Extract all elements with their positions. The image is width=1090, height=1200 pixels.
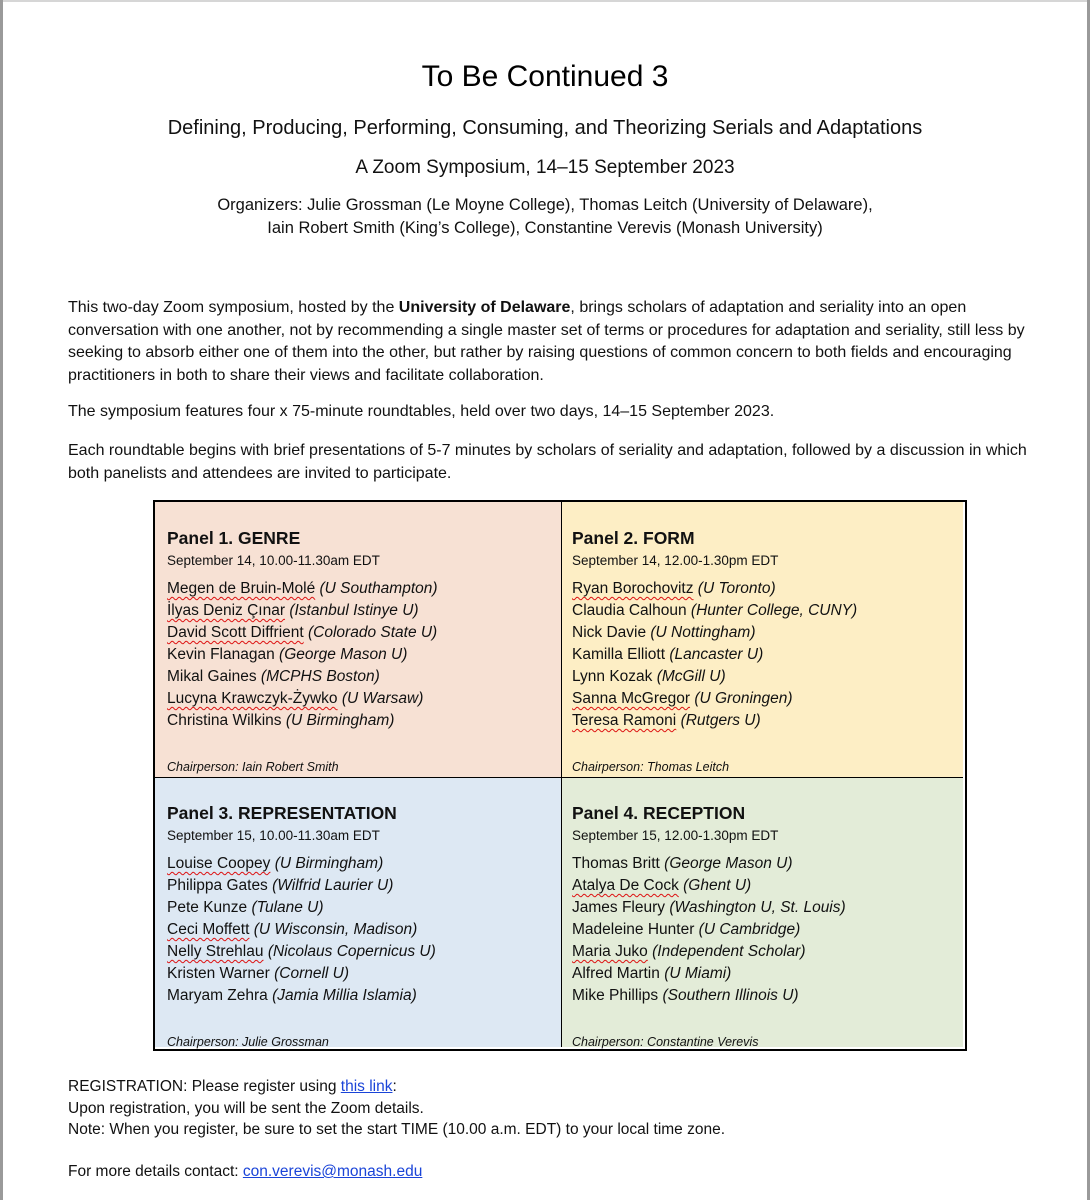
document-subtitle: Defining, Producing, Performing, Consuming, and Theorizing Serials and Adaptations	[167, 117, 923, 139]
member-name: Kevin Flanagan	[167, 646, 275, 663]
member-affiliation: (Nicolaus Copernicus U)	[267, 943, 436, 960]
panel-members	[572, 853, 963, 1007]
member-name: Christina Wilkins	[167, 712, 282, 729]
member-name: Kristen Warner	[167, 965, 270, 982]
member-affiliation: (Wilfrid Laurier U)	[272, 877, 394, 894]
member-name: Kamilla Elliott	[572, 646, 666, 663]
document-title: To Be Continued 3	[421, 60, 669, 93]
member-name: Claudia Calhoun	[572, 602, 687, 619]
member-name: Mikal Gaines	[167, 668, 257, 685]
list-item	[572, 941, 963, 963]
list-item	[572, 600, 963, 622]
panel-title: Panel 3. REPRESENTATION	[167, 803, 397, 823]
member-affiliation: (Ghent U)	[683, 877, 752, 894]
member-name: Lynn Kozak	[572, 668, 653, 685]
member-affiliation: (U Birmingham)	[285, 712, 395, 729]
list-item	[572, 622, 963, 644]
list-item	[167, 688, 561, 710]
registration-suffix: :	[392, 1078, 397, 1095]
member-name: James Fleury	[572, 899, 666, 916]
panel-reception	[562, 778, 963, 1047]
registration-prefix: REGISTRATION: Please register using	[68, 1078, 341, 1095]
member-name: David Scott Diffrient	[167, 624, 304, 641]
list-item	[167, 985, 561, 1007]
member-name: Maryam Zehra	[167, 987, 268, 1004]
member-name: Nick Davie	[572, 624, 647, 641]
list-item	[167, 622, 561, 644]
member-affiliation: (U Miami)	[664, 965, 732, 982]
list-item	[167, 897, 561, 919]
list-item	[167, 710, 561, 732]
panel-genre	[155, 502, 562, 778]
list-item	[572, 578, 963, 600]
member-name: Pete Kunze	[167, 899, 248, 916]
list-item	[167, 875, 561, 897]
list-item	[167, 666, 561, 688]
panel-date: September 15, 12.00-1.30pm EDT	[572, 828, 779, 843]
member-name: İlyas Deniz Çınar	[167, 602, 286, 619]
panel-title: Panel 2. FORM	[572, 528, 695, 548]
list-item	[572, 710, 963, 732]
list-item	[572, 688, 963, 710]
list-item	[572, 644, 963, 666]
panel-title: Panel 4. RECEPTION	[572, 803, 746, 823]
registration-line-2: Upon registration, you will be sent the Zoom details.	[68, 1099, 424, 1117]
member-affiliation: (U Groningen)	[694, 690, 793, 707]
list-item	[167, 853, 561, 875]
member-affiliation: (Cornell U)	[274, 965, 350, 982]
member-affiliation: (George Mason U)	[279, 646, 408, 663]
member-name: Mike Phillips	[572, 987, 659, 1004]
list-item	[572, 919, 963, 941]
organizers-line-2: Iain Robert Smith (King’s College), Constantine Verevis (Monash University)	[267, 219, 823, 237]
panel-representation	[155, 778, 562, 1047]
member-affiliation: (Istanbul Istinye U)	[289, 602, 419, 619]
member-affiliation: (Jamia Millia Islamia)	[272, 987, 417, 1004]
organizers-line-1: Organizers: Julie Grossman (Le Moyne College), Thomas Leitch (University of Delaware),	[217, 196, 873, 214]
panel-members	[167, 853, 561, 1007]
panel-chairperson: Chairperson: Constantine Verevis	[572, 1035, 759, 1049]
page-left-edge	[0, 0, 3, 1200]
panel-chairperson: Chairperson: Julie Grossman	[167, 1035, 329, 1049]
intro-text-after: , brings scholars of adaptation and seriality into an open conversation with one another, not by recommending a single master set of terms or procedures for adaptation and seriality, still less by seeking to absorb either one of them into the other, but rather by raising questions of common concern to both fields and encouraging practitioners in both to share their views and facilitate collaboration.	[68, 299, 1025, 384]
list-item	[167, 644, 561, 666]
member-affiliation: (U Warsaw)	[341, 690, 424, 707]
member-affiliation: (U Cambridge)	[698, 921, 801, 938]
member-affiliation: (U Toronto)	[697, 580, 776, 597]
panel-title: Panel 1. GENRE	[167, 528, 301, 548]
list-item	[572, 875, 963, 897]
member-name: Alfred Martin	[572, 965, 660, 982]
member-affiliation: (U Birmingham)	[274, 855, 384, 872]
panel-chairperson: Chairperson: Iain Robert Smith	[167, 760, 339, 774]
member-affiliation: (Rutgers U)	[680, 712, 761, 729]
list-item	[167, 963, 561, 985]
roundtables-paragraph: The symposium features four x 75-minute roundtables, held over two days, 14–15 September 2023.	[68, 403, 775, 420]
member-name: Louise Coopey	[167, 855, 271, 872]
member-name: Atalya De Cock	[572, 877, 679, 894]
list-item	[572, 963, 963, 985]
member-affiliation: (Independent Scholar)	[652, 943, 806, 960]
intro-text-before: This two-day Zoom symposium, hosted by the	[68, 299, 399, 316]
registration-block	[68, 1076, 1028, 1141]
member-name: Ryan Borochovitz	[572, 580, 694, 597]
member-affiliation: (Washington U, St. Louis)	[669, 899, 846, 916]
organizers	[0, 194, 1090, 240]
panels-grid	[153, 500, 967, 1051]
member-name: Ceci Moffett	[167, 921, 250, 938]
list-item	[572, 985, 963, 1007]
panel-members	[572, 578, 963, 732]
member-name: Sanna McGregor	[572, 690, 691, 707]
registration-line-3: Note: When you register, be sure to set the start TIME (10.00 a.m. EDT) to your local time zone.	[68, 1121, 726, 1138]
list-item	[167, 578, 561, 600]
member-name: Nelly Strehlau	[167, 943, 264, 960]
panel-date: September 14, 12.00-1.30pm EDT	[572, 553, 779, 568]
host-university: University of Delaware	[398, 299, 571, 316]
member-affiliation: (Hunter College, CUNY)	[690, 602, 858, 619]
list-item	[167, 919, 561, 941]
registration-link[interactable]: this link	[340, 1078, 393, 1095]
member-affiliation: (U Wisconsin, Madison)	[253, 921, 418, 938]
contact-email-link[interactable]: con.verevis@monash.edu	[242, 1163, 423, 1180]
list-item	[167, 941, 561, 963]
contact-prefix: For more details contact:	[68, 1163, 243, 1180]
panel-chairperson: Chairperson: Thomas Leitch	[572, 760, 730, 774]
event-dates: A Zoom Symposium, 14–15 September 2023	[355, 157, 735, 178]
member-name: Philippa Gates	[167, 877, 268, 894]
panel-date: September 15, 10.00-11.30am EDT	[167, 828, 380, 843]
member-affiliation: (Lancaster U)	[669, 646, 764, 663]
member-name: Thomas Britt	[572, 855, 660, 872]
member-name: Megen de Bruin-Molé	[167, 580, 316, 597]
panel-date: September 14, 10.00-11.30am EDT	[167, 553, 380, 568]
member-name: Maria Juko	[572, 943, 648, 960]
list-item	[167, 600, 561, 622]
member-name: Teresa Ramoni	[572, 712, 677, 729]
member-affiliation: (McGill U)	[656, 668, 726, 685]
panel-form	[562, 502, 963, 778]
member-affiliation: (U Nottingham)	[650, 624, 756, 641]
member-affiliation: (MCPHS Boston)	[260, 668, 380, 685]
member-affiliation: (Colorado State U)	[308, 624, 438, 641]
list-item	[572, 666, 963, 688]
intro-paragraph	[68, 297, 1043, 387]
page-top-edge	[0, 0, 1090, 2]
list-item	[572, 897, 963, 919]
member-affiliation: (George Mason U)	[664, 855, 793, 872]
member-name: Lucyna Krawczyk-Żywko	[167, 690, 338, 707]
panel-members	[167, 578, 561, 732]
member-affiliation: (Southern Illinois U)	[662, 987, 799, 1004]
contact-line	[68, 1163, 422, 1181]
member-affiliation: (Tulane U)	[251, 899, 324, 916]
member-affiliation: (U Southampton)	[319, 580, 438, 597]
format-paragraph: Each roundtable begins with brief presentations of 5-7 minutes by scholars of seriality and adaptation, followed by a discussion in which both panelists and attendees are invited to participate.	[68, 442, 1027, 482]
list-item	[572, 853, 963, 875]
registration-line-1	[68, 1076, 1028, 1098]
member-name: Madeleine Hunter	[572, 921, 695, 938]
